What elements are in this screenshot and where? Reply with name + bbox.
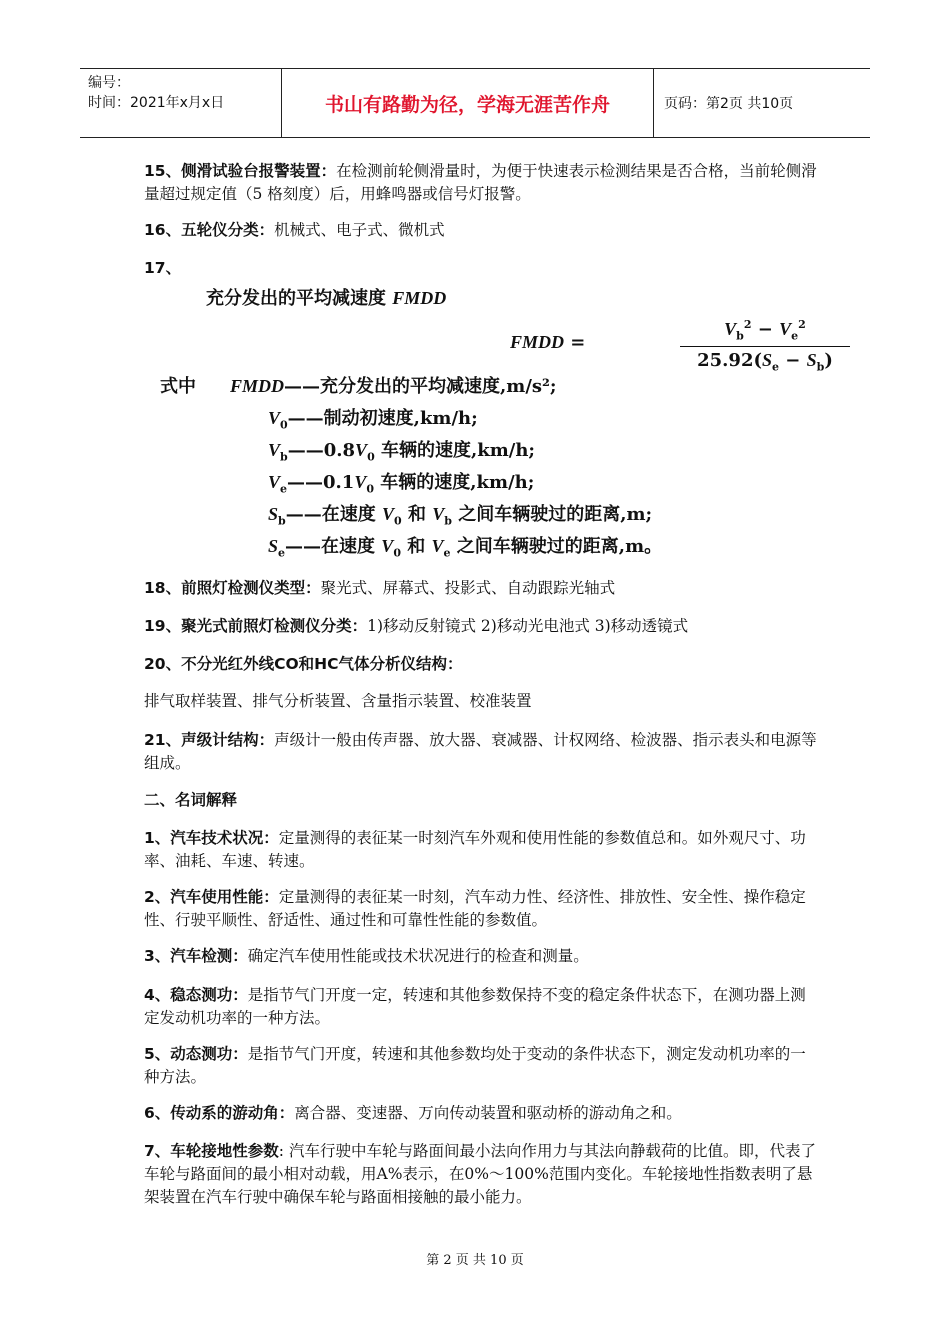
header-meta bbox=[80, 69, 282, 137]
term-6: 6、传动系的游动角：离合器、变速器、万向传动装置和驱动桥的游动角之和。 bbox=[144, 1104, 682, 1122]
item-16: 16、五轮仪分类：机械式、电子式、微机式 bbox=[144, 221, 445, 239]
formula-heading: 充分发出的平均减速度 FMDD bbox=[206, 288, 447, 309]
header-motto: 书山有路勤为径，学海无涯苦作舟 bbox=[282, 69, 654, 137]
fmdd-formula-block: 充分发出的平均减速度 FMDD FMDD = $V_b^2 - V_e^2$ $25.92(S_e - S_b)$ 式中 FMDD——充分发出的平均减速度,m/s²; $V_0——$制动初速度,km/h; $V_b——0.8V_0$ 车辆的速度,km/h; $V_e——0.1V_0$ 车辆的速度,km/h; $S_b——$在速度 $V_0$ 和 $V_b$ 之间车辆驶过的距离,m; $S_e——$在速度 $V_0$ 和 $V_e$ 之间车辆驶过的距离,m。 bbox=[150, 268, 790, 568]
section-heading: 二、名词解释 bbox=[144, 791, 238, 809]
def-sb: $S_b——$在速度 $V_0$ 和 $V_b$ 之间车辆驶过的距离,m; bbox=[268, 504, 653, 528]
term-4: 4、稳态测功：是指节气门开度一定，转速和其他参数保持不变的稳定条件状态下，在测功器上测定发动机功率的一种方法。 bbox=[144, 986, 806, 1027]
term-2: 2、汽车使用性能：定量测得的表征某一时刻，汽车动力性、经济性、排放性、安全性、操作稳定性、行驶平顺性、舒适性、通过性和可靠性性能的参数值。 bbox=[144, 888, 806, 929]
def-v0: $V_0——$制动初速度,km/h; bbox=[268, 408, 478, 432]
item-15: 15、侧滑试验台报警装置：在检测前轮侧滑量时，为便于快速表示检测结果是否合格，当前轮侧滑量超过规定值（5 格刻度）后，用蜂鸣器或信号灯报警。 bbox=[144, 162, 817, 203]
page-header bbox=[80, 68, 870, 138]
header-page-info: 页码：第2页 共10页 bbox=[664, 96, 794, 112]
item-20: 20、不分光红外线CO和HC气体分析仪结构： bbox=[144, 655, 463, 673]
def-se: $S_e——$在速度 $V_0$ 和 $V_e$ 之间车辆驶过的距离,m。 bbox=[268, 536, 663, 560]
item-18: 18、前照灯检测仪类型：聚光式、屏幕式、投影式、自动跟踪光轴式 bbox=[144, 579, 616, 597]
term-1: 1、汽车技术状况：定量测得的表征某一时刻汽车外观和使用性能的参数值总和。如外观尺寸、功率、油耗、车速、转速。 bbox=[144, 829, 806, 870]
defs-prefix: 式中 bbox=[160, 376, 196, 397]
number-label: 编号： bbox=[88, 75, 130, 91]
def-fmdd: FMDD——充分发出的平均减速度,m/s²; bbox=[230, 376, 557, 397]
item-19: 19、聚光式前照灯检测仪分类：1)移动反射镜式 2)移动光电池式 3)移动透镜式 bbox=[144, 617, 689, 635]
def-vb: $V_b——0.8V_0$ 车辆的速度,km/h; bbox=[268, 440, 536, 464]
item-20-detail: 排气取样装置、排气分析装置、含量指示装置、校准装置 bbox=[144, 692, 532, 710]
term-3: 3、汽车检测：确定汽车使用性能或技术状况进行的检查和测量。 bbox=[144, 947, 589, 965]
term-5: 5、动态测功：是指节气门开度，转速和其他参数均处于变动的条件状态下，测定发动机功率的一种方法。 bbox=[144, 1045, 806, 1086]
date-label: 时间：2021年x月x日 bbox=[88, 95, 225, 111]
item-17: 17、 bbox=[144, 259, 182, 277]
item-21: 21、声级计结构：声级计一般由传声器、放大器、衰减器、计权网络、检波器、指示表头和电源等组成。 bbox=[144, 731, 817, 772]
def-ve: $V_e——0.1V_0$ 车辆的速度,km/h; bbox=[268, 472, 535, 496]
term-7: 7、车轮接地性参数: 汽车行驶中车轮与路面间最小法向作用力与其法向静载荷的比值。即，代表了车轮与路面间的最小相对动载，用A%表示，在0%～100%范围内变化。车轮接地性指数表明了悬架装置在汽车行驶中确保车轮与路面相接触的最小能力。 bbox=[144, 1142, 816, 1206]
page-footer: 第 2 页 共 10 页 bbox=[426, 1253, 524, 1268]
